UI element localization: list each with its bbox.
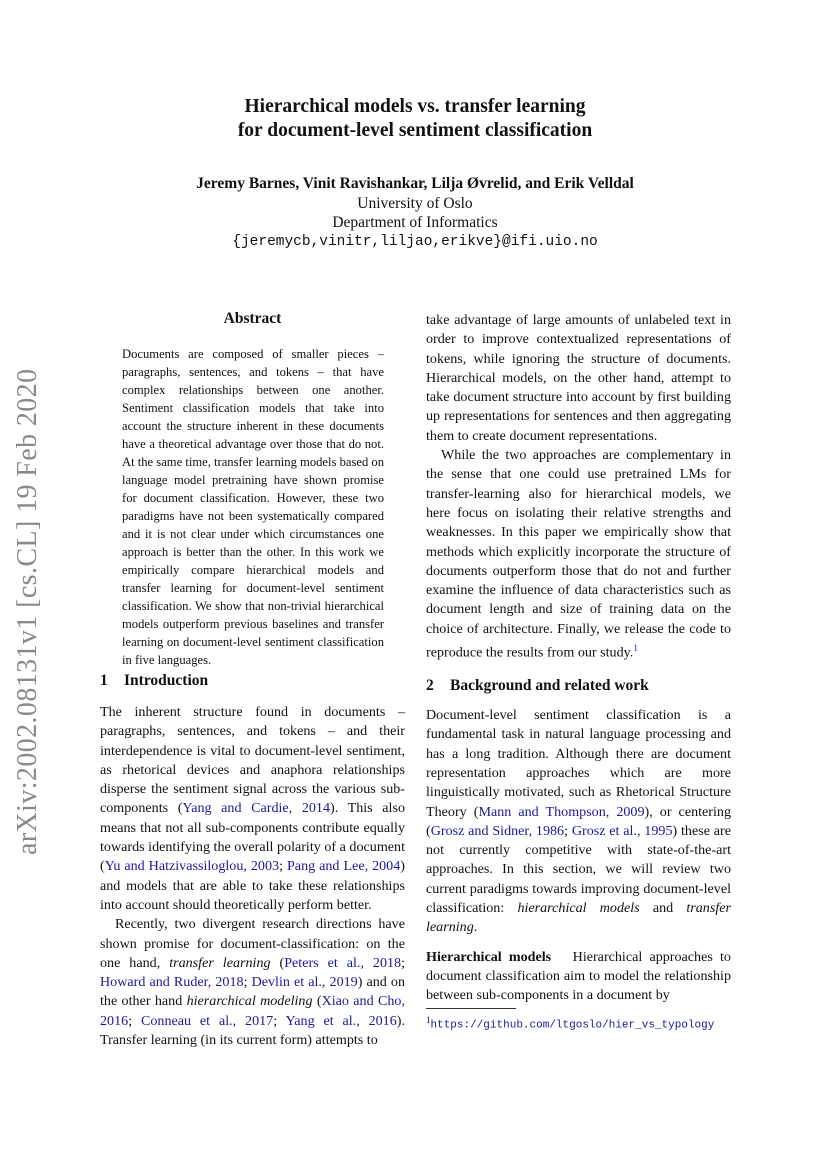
citation-link[interactable]: Howard and Ruder, 2018 (100, 974, 244, 991)
footnote-marker[interactable]: 1 (633, 643, 638, 654)
citation-link[interactable]: Yang et al., 2016 (285, 1012, 397, 1029)
citation-link[interactable]: Mann and Thompson, 2009 (478, 803, 645, 820)
paper-title (100, 95, 730, 143)
footnote-number: 1 (426, 1015, 431, 1025)
citation-link[interactable]: Grosz et al., 1995 (571, 822, 673, 839)
right-paragraph-2: While the two approaches are complementary in the sense that one could use pretrained LMs for transfer-learning also for hierarchical models, we here focus on isolating their relative strengths and weaknesses. In this paper we empirically show that methods which explicitly incorporate the structure of documents outperform those that do not and further examine the influence of data characteristics such as document length and size of training data on the choice of architecture. Finally, we release the code to reproduce the results from our study.$^1$ (426, 447, 731, 661)
title-line-1: Hierarchical models vs. transfer learning (244, 96, 586, 117)
title-line-2: for document-level sentiment classification (237, 120, 593, 141)
footnote-rule (426, 1008, 516, 1009)
citation-link[interactable]: Conneau et al., 2017 (140, 1012, 274, 1029)
citation-link[interactable]: Pang and Lee, 2004 (286, 858, 401, 875)
footnote-url-link[interactable]: https://github.com/ltgoslo/hier_vs_typology (430, 1019, 715, 1032)
introduction-section (100, 672, 405, 1050)
citation-link[interactable]: Devlin et al., 2019 (251, 974, 358, 991)
section-number: 2 (426, 677, 434, 695)
section-number: 1 (100, 672, 108, 689)
citation-link[interactable]: Peters et al., 2018 (284, 954, 402, 971)
citation-link[interactable]: Xiao and Cho, 2016 (100, 993, 405, 1029)
hierarchical-models-paragraph: Hierarchical models Hierarchical approaches to document classification aim to model the relationship between sub-components in a document by (426, 948, 731, 1004)
author-emails: {jeremycb,vinitr,liljao,erikve}@ifi.uio.no (232, 234, 598, 250)
intro-paragraph-1: The inherent structure found in documents – paragraphs, sentences, and tokens – and their interdependence is vital to document-level sentiment, as rhetorical devices and anaphora relationships disperse the sentiment signal across the various sub-components (Yang and Cardie, 2014). This also means that not all sub-components contribute equally towards identifying the overall polarity of a document (Yu and Hatzivassiloglou, 2003; Pang and Lee, 2004) and models that are able to take these relationships into account should theoretically perform better. (100, 704, 405, 913)
affiliation-department: Department of Informatics (332, 214, 498, 231)
abstract-text: Documents are composed of smaller pieces – paragraphs, sentences, and tokens – that have complex relationships between one another. Sentiment classification models that take into account the structure inherent in these documents have a theoretical advantage over those that do not. At the same time, transfer learning models based on language model pretraining have shown promise for document classification. However, these two paradigms have not been systematically compared and it is not clear under which circumstances one approach is better than the other. In this work we empirically compare hierarchical models and transfer learning for document-level sentiment classification. We show that non-trivial hierarchical models outperform previous baselines and transfer learning on document-level sentiment classification in five languages. (122, 347, 384, 667)
affiliation-university: University of Oslo (357, 195, 473, 212)
citation-link[interactable]: Yang and Cardie, 2014 (182, 800, 331, 817)
citation-link[interactable]: Yu and Hatzivassiloglou, 2003 (104, 858, 280, 875)
citation-link[interactable]: Grosz and Sidner, 1986 (430, 822, 565, 839)
right-column (426, 311, 731, 1005)
right-paragraph-1: take advantage of large amounts of unlabeled text in order to improve contextualized representations of tokens, while ignoring the structure of documents. Hierarchical models, on the other hand, attempt to take document structure into account by first building up representations for sentences and then aggregating them to create document representations. (426, 312, 731, 444)
section-heading-background (426, 677, 731, 695)
section-heading-introduction (100, 672, 405, 690)
intro-paragraph-2: Recently, two divergent research directions have shown promise for document-classification: on the one hand, transfer learning (Peters et al., 2018; Howard and Ruder, 2018; Devlin et al., 2019) and on the other hand hierarchical modeling (Xiao and Cho, 2016; Conneau et al., 2017; Yang et al., 2016). Transfer learning (in its current form) attempts to (100, 916, 406, 1049)
arxiv-identifier: arXiv:2002.08131v1 [cs.CL] 19 Feb 2020 (12, 368, 43, 855)
section-title: Background and related work (450, 677, 649, 695)
author-list: Jeremy Barnes, Vinit Ravishankar, Lilja Øvrelid, and Erik Velldal (196, 175, 634, 192)
footnote (426, 1013, 731, 1033)
background-paragraph-1: Document-level sentiment classification is a fundamental task in natural language processing and has a long tradition. Although there are document representation approaches which are more linguistically motivated, such as Rhetorical Structure Theory (Mann and Thompson, 2009), or centering (Grosz and Sidner, 1986; Grosz et al., 1995) these are not currently competitive with state-of-the-art approaches. In this section, we will review two current paradigms towards improving document-level classification: hierarchical models and transfer learning. (426, 707, 731, 936)
section-title: Introduction (124, 672, 209, 689)
paragraph-heading: Hierarchical models (426, 948, 552, 965)
abstract-heading: Abstract (223, 310, 282, 327)
